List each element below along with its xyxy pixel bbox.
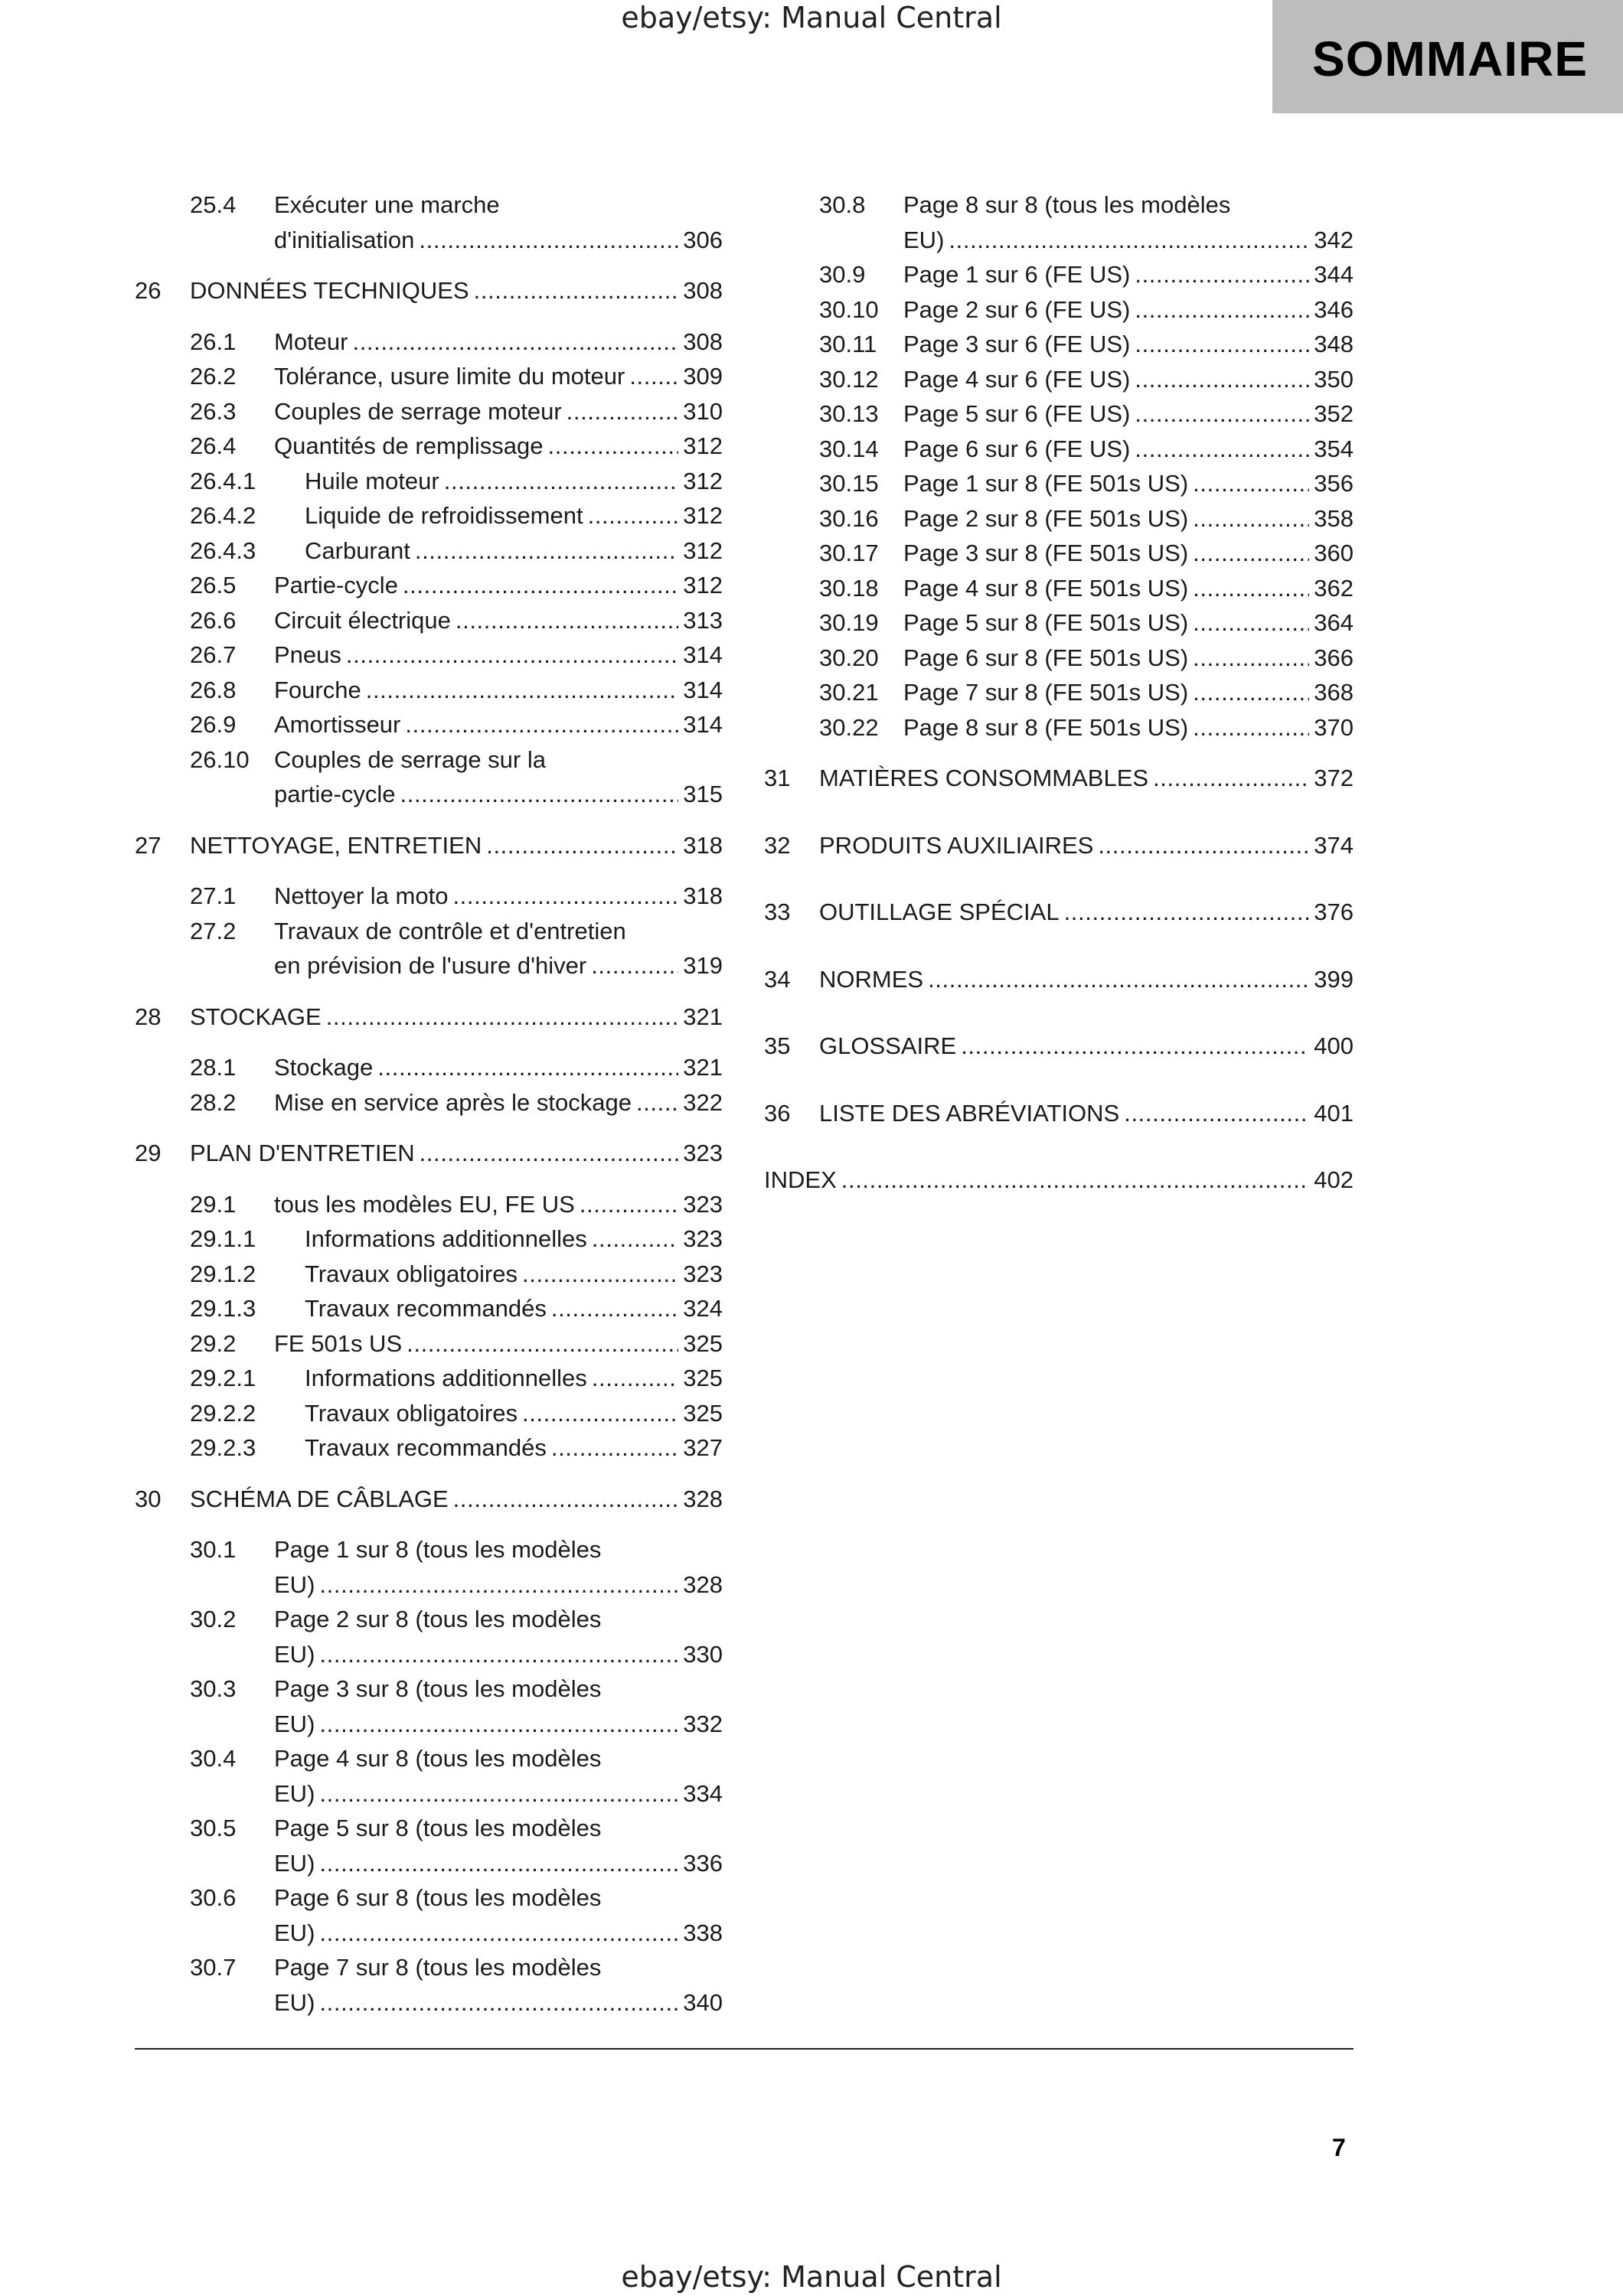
toc-entry-title: EU)	[274, 1919, 315, 1946]
dot-leader	[444, 465, 679, 498]
dot-leader	[403, 569, 678, 602]
toc-entry-page: 310	[683, 397, 723, 425]
toc-entry-title: STOCKAGE	[190, 1003, 322, 1030]
toc-entry-number: 30.5	[190, 1815, 237, 1841]
toc-entry-number: 26	[135, 277, 162, 304]
toc-entry-page: 330	[683, 1640, 723, 1668]
toc-entry-title: d'initialisation	[274, 226, 415, 253]
toc-entry-number: 28.1	[190, 1054, 237, 1081]
toc-entry-page: 306	[683, 226, 723, 253]
toc-entry-number: 29.1.1	[190, 1225, 256, 1252]
toc-entry-page: 346	[1314, 295, 1354, 323]
toc-entry-title: Couples de serrage moteur	[274, 397, 562, 425]
dot-leader	[636, 1086, 678, 1120]
toc-entry-number: 30.9	[819, 261, 866, 288]
section-title: SOMMAIRE	[1312, 31, 1588, 86]
section-header-tab	[1272, 0, 1623, 113]
toc-entry-number: 30.19	[819, 609, 879, 636]
toc-entry-number: 27.2	[190, 917, 237, 944]
dot-leader	[420, 1137, 679, 1170]
toc-entry-number: 30.3	[190, 1675, 237, 1702]
dot-leader	[548, 429, 679, 463]
toc-entry-number: 36	[764, 1099, 791, 1127]
dot-leader	[629, 360, 678, 393]
toc-entry-title: Couples de serrage sur la	[274, 745, 546, 773]
toc-entry-title: INDEX	[764, 1166, 837, 1193]
toc-entry-number: 26.1	[190, 328, 237, 355]
toc-entry-number: 26.6	[190, 606, 237, 634]
toc-entry-title: EU)	[903, 226, 945, 253]
watermark-bottom: ebay/etsy: Manual Central	[621, 2260, 1002, 2294]
toc-entry-number: 30.2	[190, 1606, 237, 1632]
toc-entry-number: 30.14	[819, 435, 879, 462]
toc-entry-title: MATIÈRES CONSOMMABLES	[819, 765, 1149, 791]
toc-entry-title: NETTOYAGE, ENTRETIEN	[190, 831, 482, 859]
dot-leader	[405, 708, 678, 742]
toc-entry-number: 29.2	[190, 1329, 237, 1357]
toc-entry-title: Page 8 sur 8 (tous les modèles	[903, 191, 1231, 218]
toc-entry-page: 318	[683, 831, 723, 859]
toc-entry-number: 29.1	[190, 1190, 237, 1218]
toc-entry-page: 312	[683, 467, 723, 494]
toc-entry-page: 356	[1314, 470, 1354, 497]
dot-leader	[591, 949, 678, 983]
toc-entry-title: Page 5 sur 8 (FE 501s US)	[903, 609, 1189, 636]
dot-leader	[319, 1986, 678, 2020]
toc-entry-number: 29.1.3	[190, 1295, 256, 1322]
toc-entry-title: Travaux recommandés	[305, 1434, 547, 1461]
toc-entry-number: 26.3	[190, 397, 237, 425]
dot-leader	[841, 1163, 1310, 1197]
toc-entry-title: Carburant	[305, 536, 410, 564]
toc-entry-page: 308	[683, 277, 723, 304]
toc-entry-page: 325	[683, 1365, 723, 1391]
toc-entry-title: Page 3 sur 6 (FE US)	[903, 331, 1131, 357]
dot-leader	[1135, 328, 1309, 361]
toc-entry-title: Mise en service après le stockage	[274, 1088, 632, 1116]
toc-entry-page: 323	[683, 1225, 723, 1252]
dot-leader	[400, 778, 679, 811]
toc-entry-page: 312	[683, 536, 723, 564]
toc-entry-title: EU)	[274, 1849, 315, 1877]
toc-entry-title: Page 5 sur 6 (FE US)	[903, 400, 1131, 427]
dot-leader	[961, 1029, 1309, 1063]
dot-leader	[456, 604, 678, 638]
toc-entry-page: 352	[1314, 400, 1354, 427]
toc-entry-page: 350	[1314, 365, 1354, 393]
dot-leader	[592, 1222, 678, 1256]
toc-entry-number: 30.7	[190, 1954, 237, 1981]
toc-entry-title: EU)	[274, 1570, 315, 1598]
toc-entry-title: tous les modèles EU, FE US	[274, 1190, 575, 1218]
toc-entry-title: Page 4 sur 8 (tous les modèles	[274, 1745, 602, 1772]
toc-entry-page: 324	[683, 1295, 723, 1322]
watermark-top: ebay/etsy: Manual Central	[621, 1, 1002, 34]
toc-entry-page: 348	[1314, 331, 1354, 357]
dot-leader	[551, 1292, 678, 1326]
toc-entry-title: Amortisseur	[274, 711, 401, 738]
dot-leader	[1193, 572, 1309, 605]
dot-leader	[1135, 397, 1309, 431]
toc-entry-page: 328	[683, 1570, 723, 1598]
dot-leader	[1193, 641, 1309, 675]
toc-entry-title: Page 1 sur 8 (FE 501s US)	[903, 470, 1189, 497]
toc-entry-title: Fourche	[274, 676, 361, 703]
dot-leader	[474, 274, 679, 308]
dot-leader	[522, 1257, 678, 1291]
toc-entry-page: 323	[683, 1260, 723, 1287]
toc-entry-page: 312	[683, 502, 723, 529]
toc-entry-page: 325	[683, 1329, 723, 1357]
toc-entry-number: 35	[764, 1032, 791, 1059]
dot-leader	[419, 223, 678, 257]
dot-leader	[319, 1707, 678, 1741]
toc-entry-title: Liquide de refroidissement	[305, 502, 583, 529]
toc-entry-page: 376	[1314, 899, 1354, 925]
toc-entry-page: 313	[683, 606, 723, 634]
footer-divider	[135, 2048, 1354, 2050]
toc-entry-number: 30.4	[190, 1745, 237, 1772]
toc-entry-title: Pneus	[274, 641, 341, 668]
toc-entry-number: 29.2.3	[190, 1434, 256, 1461]
dot-leader	[1098, 829, 1309, 863]
dot-leader	[1193, 467, 1309, 501]
toc-entry-title: Page 6 sur 6 (FE US)	[903, 435, 1131, 462]
toc-entry-page: 374	[1314, 831, 1354, 859]
dot-leader	[346, 638, 678, 672]
dot-leader	[319, 1916, 678, 1950]
dot-leader	[319, 1638, 678, 1671]
dot-leader	[1135, 363, 1309, 396]
dot-leader	[567, 395, 679, 429]
toc-entry-page: 399	[1314, 965, 1354, 993]
toc-entry-number: 26.5	[190, 572, 237, 598]
toc-entry-page: 314	[683, 641, 723, 668]
toc-entry-title: Page 6 sur 8 (FE 501s US)	[903, 644, 1189, 671]
toc-entry-title: PLAN D'ENTRETIEN	[190, 1140, 415, 1166]
toc-entry-title: DONNÉES TECHNIQUES	[190, 277, 469, 304]
toc-entry-page: 358	[1314, 504, 1354, 532]
toc-entry-page: 327	[683, 1434, 723, 1461]
toc-entry-number: 26.4	[190, 432, 237, 459]
toc-entry-title: NORMES	[819, 965, 924, 993]
toc-entry-number: 26.4.1	[190, 467, 256, 494]
toc-entry-page: 364	[1314, 609, 1354, 636]
dot-leader	[1135, 258, 1309, 292]
toc-entry-page: 362	[1314, 574, 1354, 602]
toc-entry-page: 360	[1314, 540, 1354, 566]
toc-entry-number: 30.22	[819, 713, 879, 741]
toc-entry-page: 354	[1314, 435, 1354, 462]
toc-entry-page: 325	[683, 1399, 723, 1427]
toc-entry-number: 34	[764, 965, 791, 993]
toc-entry-title: Page 2 sur 8 (FE 501s US)	[903, 504, 1189, 532]
toc-entry-page: 366	[1314, 644, 1354, 671]
toc-entry-page: 309	[683, 363, 723, 390]
toc-entry-page: 314	[683, 676, 723, 703]
toc-entry-title: Travaux obligatoires	[305, 1260, 518, 1287]
toc-entry-title: Page 7 sur 8 (tous les modèles	[274, 1954, 602, 1981]
toc-entry-title: en prévision de l'usure d'hiver	[274, 952, 587, 979]
toc-entry-title: EU)	[274, 1640, 315, 1668]
toc-entry-number: 26.10	[190, 745, 250, 773]
toc-entry-title: LISTE DES ABRÉVIATIONS	[819, 1099, 1120, 1127]
toc-entry-title: Nettoyer la moto	[274, 882, 449, 909]
toc-entry-title: Page 4 sur 6 (FE US)	[903, 365, 1131, 393]
toc-entry-title: Informations additionnelles	[305, 1225, 587, 1252]
toc-entry-page: 372	[1314, 765, 1354, 791]
toc-entry-number: 26.4.2	[190, 502, 256, 529]
toc-entry-page: 344	[1314, 261, 1354, 288]
toc-entry-title: Page 4 sur 8 (FE 501s US)	[903, 574, 1189, 602]
dot-leader	[580, 1188, 678, 1221]
dot-leader	[522, 1397, 678, 1430]
dot-leader	[1135, 293, 1309, 327]
toc-entry-page: 314	[683, 711, 723, 738]
toc-entry-page: 402	[1314, 1166, 1354, 1193]
toc-entry-page: 401	[1314, 1099, 1354, 1127]
toc-entry-page: 334	[683, 1779, 723, 1807]
dot-leader	[928, 963, 1309, 996]
toc-entry-number: 26.7	[190, 641, 237, 668]
toc-entry-number: 25.4	[190, 191, 237, 218]
toc-entry-title: EU)	[274, 1779, 315, 1807]
toc-entry-number: 29.1.2	[190, 1260, 256, 1287]
dot-leader	[1124, 1097, 1309, 1130]
toc-entry-number: 30.6	[190, 1884, 237, 1911]
toc-entry-number: 31	[764, 765, 791, 791]
toc-entry-title: Page 1 sur 6 (FE US)	[903, 261, 1131, 288]
dot-leader	[1153, 762, 1309, 795]
dot-leader	[377, 1051, 678, 1084]
toc-entry-page: 340	[683, 1988, 723, 2016]
toc-entry-title: Page 2 sur 8 (tous les modèles	[274, 1606, 602, 1632]
dot-leader	[1193, 606, 1309, 640]
dot-leader	[352, 325, 678, 359]
toc-entry-page: 321	[683, 1054, 723, 1081]
toc-entry-number: 29	[135, 1140, 162, 1166]
toc-entry-page: 319	[683, 952, 723, 979]
toc-entry-page: 336	[683, 1849, 723, 1877]
toc-entry-page: 368	[1314, 679, 1354, 706]
toc-entry-page: 308	[683, 328, 723, 355]
dot-leader	[415, 534, 678, 568]
toc-entry-title: Informations additionnelles	[305, 1365, 587, 1391]
toc-entry-number: 29.2.1	[190, 1365, 256, 1391]
dot-leader	[1193, 711, 1309, 745]
toc-entry-title: Exécuter une marche	[274, 191, 500, 218]
toc-entry-number: 30.17	[819, 540, 879, 566]
toc-entry-title: Tolérance, usure limite du moteur	[274, 363, 625, 390]
toc-entry-title: Partie-cycle	[274, 572, 398, 598]
toc-entry-title: EU)	[274, 1710, 315, 1737]
toc-entry-number: 30.8	[819, 191, 866, 218]
toc-entry-number: 30.1	[190, 1536, 237, 1563]
toc-entry-title: Page 5 sur 8 (tous les modèles	[274, 1815, 602, 1841]
toc-entry-title: Travaux obligatoires	[305, 1399, 518, 1427]
toc-entry-page: 322	[683, 1088, 723, 1116]
toc-entry-title: Page 1 sur 8 (tous les modèles	[274, 1536, 602, 1563]
toc-entry-number: 29.2.2	[190, 1399, 256, 1427]
toc-entry-number: 30.21	[819, 679, 879, 706]
toc-entry-number: 26.9	[190, 711, 237, 738]
toc-entry-title: GLOSSAIRE	[819, 1032, 957, 1059]
dot-leader	[319, 1847, 678, 1880]
dot-leader	[1193, 502, 1309, 536]
dot-leader	[949, 223, 1309, 257]
toc-entry-page: 318	[683, 882, 723, 909]
toc-entry-title: Huile moteur	[305, 467, 439, 494]
dot-leader	[453, 1482, 679, 1516]
toc-entry-page: 323	[683, 1190, 723, 1218]
toc-entry-page: 332	[683, 1710, 723, 1737]
dot-leader	[319, 1568, 678, 1602]
dot-leader	[452, 879, 678, 913]
toc-entry-number: 26.4.3	[190, 536, 256, 564]
toc-entry-title: Page 7 sur 8 (FE 501s US)	[903, 679, 1189, 706]
toc-entry-number: 30.13	[819, 400, 879, 427]
toc-entry-title: Travaux de contrôle et d'entretien	[274, 917, 626, 944]
toc-entry-title: Page 8 sur 8 (FE 501s US)	[903, 713, 1189, 741]
toc-entry-page: 338	[683, 1919, 723, 1946]
toc-entry-title: Circuit électrique	[274, 606, 451, 634]
dot-leader	[588, 499, 679, 533]
toc-entry-title: partie-cycle	[274, 781, 396, 807]
toc-entry-page: 321	[683, 1003, 723, 1030]
toc-entry-title: EU)	[274, 1988, 315, 2016]
toc-entry-title: Quantités de remplissage	[274, 432, 544, 459]
toc-entry-number: 30.15	[819, 470, 879, 497]
dot-leader	[551, 1431, 678, 1465]
toc-entry-number: 27	[135, 831, 162, 859]
toc-entry-number: 28.2	[190, 1088, 237, 1116]
toc-entry-title: OUTILLAGE SPÉCIAL	[819, 899, 1060, 925]
toc-entry-number: 26.2	[190, 363, 237, 390]
toc-entry-number: 33	[764, 899, 791, 925]
toc-entry-title: FE 501s US	[274, 1329, 403, 1357]
dot-leader	[1064, 895, 1310, 929]
toc-entry-number: 30.12	[819, 365, 879, 393]
dot-leader	[366, 673, 679, 707]
toc-entry-page: 312	[683, 432, 723, 459]
dot-leader	[592, 1362, 678, 1395]
toc-entry-number: 26.8	[190, 676, 237, 703]
toc-entry-page: 323	[683, 1140, 723, 1166]
toc-entry-title: Stockage	[274, 1054, 374, 1081]
toc-entry-number: 30	[135, 1485, 162, 1512]
toc-entry-title: Page 2 sur 6 (FE US)	[903, 295, 1131, 323]
toc-entry-number: 32	[764, 831, 791, 859]
dot-leader	[1135, 432, 1309, 466]
dot-leader	[326, 1000, 679, 1034]
dot-leader	[486, 829, 678, 863]
toc-entry-title: Page 3 sur 8 (tous les modèles	[274, 1675, 602, 1702]
toc-entry-page: 328	[683, 1485, 723, 1512]
toc-entry-number: 28	[135, 1003, 162, 1030]
page-number: 7	[1332, 2134, 1346, 2161]
toc-entry-number: 30.18	[819, 574, 879, 602]
toc-entry-number: 30.11	[819, 331, 877, 357]
dot-leader	[1193, 536, 1309, 570]
toc-entry-number: 30.16	[819, 504, 879, 532]
toc-entry-number: 30.20	[819, 644, 879, 671]
toc-entry-number: 27.1	[190, 882, 237, 909]
toc-entry-page: 342	[1314, 226, 1354, 253]
toc-entry-title: PRODUITS AUXILIAIRES	[819, 831, 1094, 859]
toc-entry-number: 30.10	[819, 295, 879, 323]
dot-leader	[319, 1777, 678, 1811]
toc-entry-title: Page 3 sur 8 (FE 501s US)	[903, 540, 1189, 566]
toc-entry-title: Travaux recommandés	[305, 1295, 547, 1322]
toc-entry-page: 400	[1314, 1032, 1354, 1059]
toc-entry-page: 315	[683, 781, 723, 807]
toc-entry-title: Page 6 sur 8 (tous les modèles	[274, 1884, 602, 1911]
toc-entry-page: 312	[683, 572, 723, 598]
toc-entry-page: 370	[1314, 713, 1354, 741]
dot-leader	[1193, 676, 1309, 709]
toc-entry-title: Moteur	[274, 328, 348, 355]
toc-entry-title: SCHÉMA DE CÂBLAGE	[190, 1485, 449, 1512]
dot-leader	[407, 1327, 678, 1361]
